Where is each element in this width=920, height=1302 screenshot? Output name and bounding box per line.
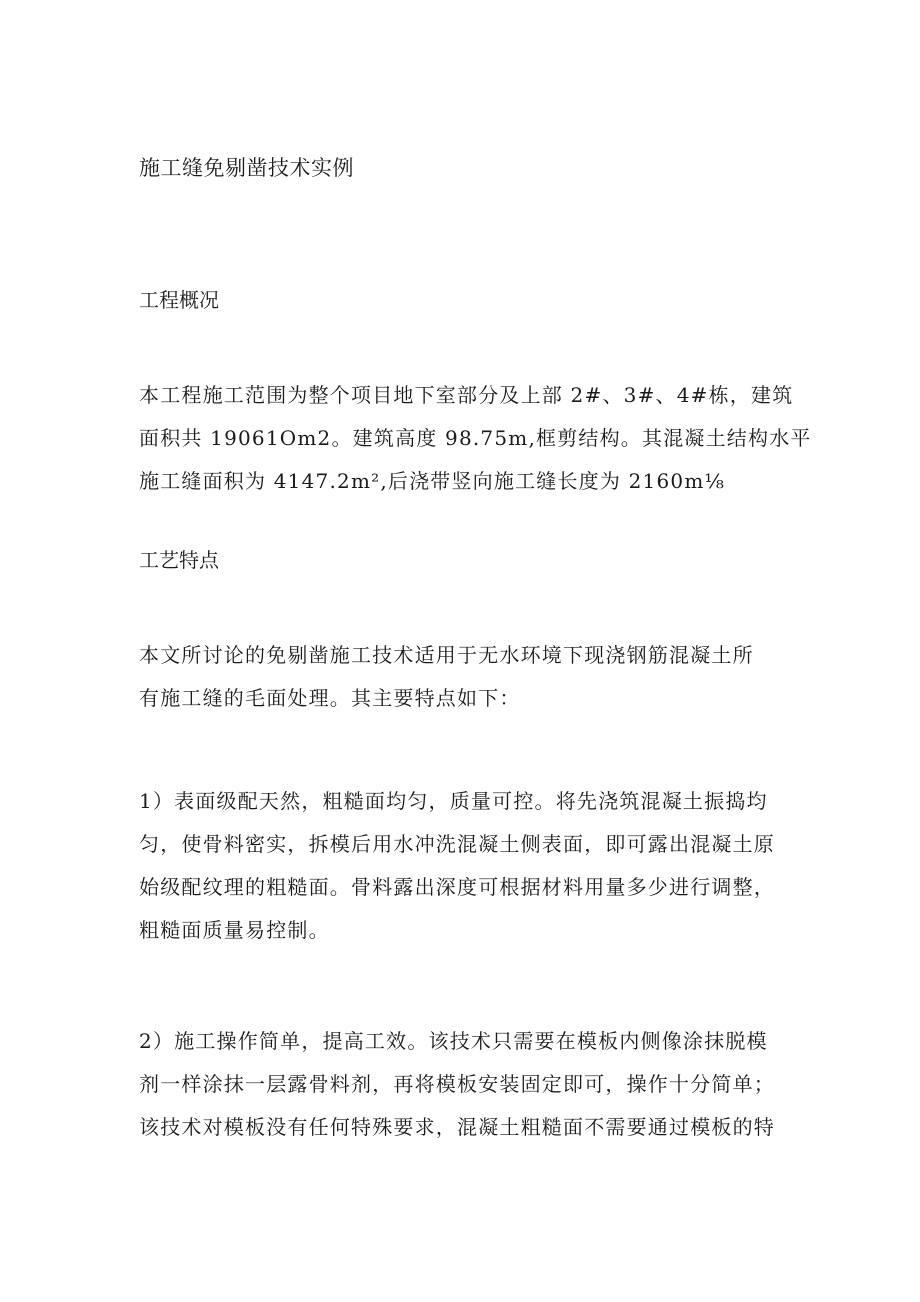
text-line: 面积共 19061Om2。建筑高度 98.75m,框剪结构。其混凝土结构水平 xyxy=(139,426,812,450)
text-line: 本文所讨论的免剔凿施工技术适用于无水环境下现浇钢筋混凝土所 xyxy=(139,643,754,667)
section-heading-overview: 工程概况 xyxy=(139,288,219,312)
text-line: 粗糙面质量易控制。 xyxy=(139,918,330,942)
text-line: 1）表面级配天然，粗糙面均匀，质量可控。将先浇筑混凝土振捣均 xyxy=(139,789,768,813)
document-title: 施工缝免剔凿技术实例 xyxy=(139,156,354,180)
paragraph-features-intro xyxy=(139,634,799,720)
text-line: 该技术对模板没有任何特殊要求，混凝土粗糙面不需要通过模板的特 xyxy=(139,1115,775,1139)
text-line: 匀，使骨料密实，拆模后用水冲洗混凝土侧表面，即可露出混凝土原 xyxy=(139,832,775,856)
paragraph-point-2 xyxy=(139,1020,799,1149)
text-line: 剂一样涂抹一层露骨料剂，再将模板安装固定即可，操作十分简单； xyxy=(139,1072,775,1096)
text-line: 有施工缝的毛面处理。其主要特点如下： xyxy=(139,686,521,710)
text-line: 始级配纹理的粗糙面。骨料露出深度可根据材料用量多少进行调整， xyxy=(139,875,775,899)
paragraph-overview xyxy=(139,374,812,503)
text-line: 2）施工操作简单，提高工效。该技术只需要在模板内侧像涂抹脱模 xyxy=(139,1029,768,1053)
text-line: 施工缝面积为 4147.2m²,后浇带竖向施工缝长度为 2160m⅛ xyxy=(139,469,726,493)
paragraph-point-1 xyxy=(139,780,799,952)
section-heading-features: 工艺特点 xyxy=(139,548,219,572)
text-line: 本工程施工范围为整个项目地下室部分及上部 2#、3#、4#栋，建筑 xyxy=(139,383,794,407)
